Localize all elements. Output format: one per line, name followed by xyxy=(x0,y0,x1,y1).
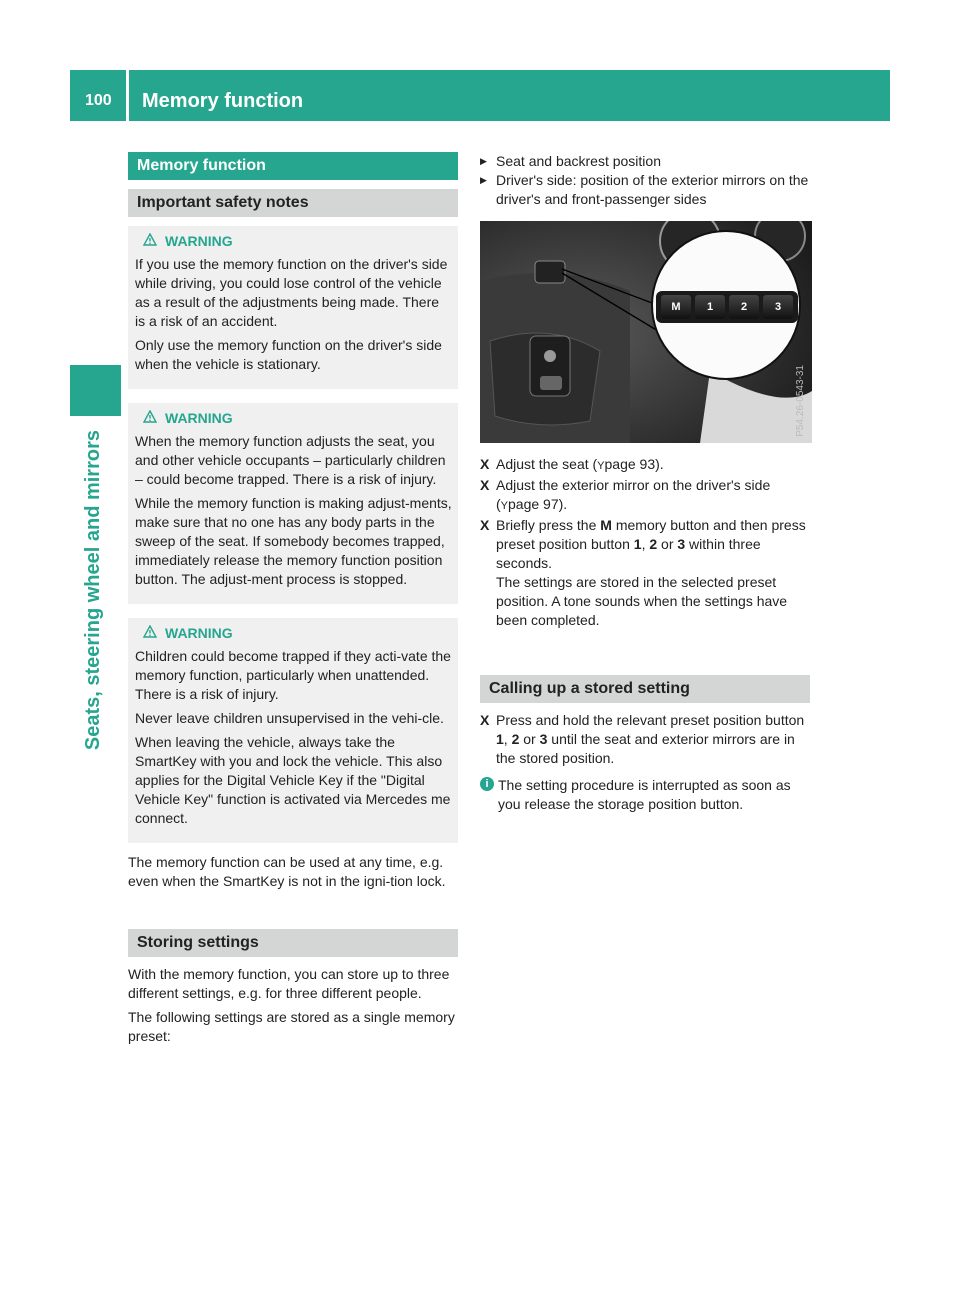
memory-button-photo xyxy=(480,221,812,443)
warning-label: WARNING xyxy=(165,625,233,641)
subsection-title: Important safety notes xyxy=(128,189,458,217)
warning-triangle-icon xyxy=(143,409,157,428)
warning-text: Never leave children unsupervised in the vehi-cle. xyxy=(135,710,444,726)
warning-label: WARNING xyxy=(165,410,233,426)
info-icon: i xyxy=(480,777,494,791)
header-divider xyxy=(126,70,129,121)
page-number: 100 xyxy=(85,92,112,109)
page-ref-icon: Y xyxy=(597,460,605,472)
step-item: X Press and hold the relevant preset position button 1, 2 or 3 until the seat and exterior mirrors are in the stored position. xyxy=(480,712,805,766)
left-column xyxy=(128,152,458,1046)
steps-list xyxy=(480,455,810,630)
stored-settings-list xyxy=(480,152,810,209)
step-arrow-icon: X xyxy=(480,477,490,493)
warning-box xyxy=(128,226,458,389)
warning-label: WARNING xyxy=(165,233,233,249)
step-arrow-icon: X xyxy=(480,712,490,728)
page-title: Memory function xyxy=(142,90,304,112)
callup-list xyxy=(480,711,810,768)
right-column xyxy=(480,152,810,814)
memory-3-button: 3 xyxy=(763,295,793,319)
warning-text: If you use the memory function on the driver's side while driving, you could lose control of the vehicle as a result of the adjustments being made. There is a risk of an accident. xyxy=(135,256,448,329)
list-item: ▶ Driver's side: position of the exterior mirrors on the driver's and front-passenger sides xyxy=(480,171,810,209)
image-code: P54.26-0543-31 xyxy=(795,365,806,437)
chapter-tab xyxy=(70,365,121,416)
section-heading-storing: Storing settings xyxy=(128,929,458,957)
section-title: Memory function xyxy=(128,152,458,180)
memory-1-button: 1 xyxy=(695,295,725,319)
memory-button-row xyxy=(661,295,793,319)
memory-2-button: 2 xyxy=(729,295,759,319)
step-arrow-icon: X xyxy=(480,456,490,472)
step-item: X Briefly press the M memory button and then press preset position button 1, 2 or 3 within three seconds. The settings are stored in the selected preset position. A tone sounds when the settings have been completed. xyxy=(480,517,806,628)
warning-text: Only use the memory function on the driver's side when the vehicle is stationary. xyxy=(135,337,442,372)
page-ref-link[interactable]: page 97 xyxy=(508,496,559,512)
section-heading-callup: Calling up a stored setting xyxy=(480,675,810,703)
info-note xyxy=(480,776,810,814)
body-paragraph: The following settings are stored as a single memory preset: xyxy=(128,1009,455,1044)
warning-text: Children could become trapped if they acti-vate the memory function, particularly when unattended. There is a risk of injury. xyxy=(135,648,451,702)
warning-text: While the memory function is making adjust-ments, make sure that no one has any body parts in the sweep of the seat. If somebody becomes trapped, immediately release the memory function position button. The adjust-ment process is stopped. xyxy=(135,495,452,587)
warning-header xyxy=(135,624,453,643)
warning-text: When leaving the vehicle, always take the SmartKey with you and lock the vehicle. This also applies for the Digital Vehicle Key if the "Digital Vehicle Key" function is activated via Mercedes me connect. xyxy=(135,734,451,826)
body-paragraph: The memory function can be used at any time, e.g. even when the SmartKey is not in the igni-tion lock. xyxy=(128,854,446,889)
list-item: ▶ Seat and backrest position xyxy=(480,152,810,171)
warning-header xyxy=(135,232,453,251)
memory-m-button: M xyxy=(661,295,691,319)
warning-header xyxy=(135,409,453,428)
warning-text: When the memory function adjusts the seat, you and other vehicle occupants – particularly children – could become trapped. There is a risk of injury. xyxy=(135,433,446,487)
page-ref-link[interactable]: page 93 xyxy=(604,456,656,472)
warning-box xyxy=(128,403,458,604)
door-panel-illustration xyxy=(480,221,812,443)
warning-triangle-icon xyxy=(143,232,157,251)
warning-triangle-icon xyxy=(143,624,157,643)
body-paragraph: With the memory function, you can store up to three different settings, e.g. for three different people. xyxy=(128,966,450,1001)
page-ref-icon: Y xyxy=(500,500,509,512)
step-item: X Adjust the exterior mirror on the driver's side (Ypage 97). xyxy=(480,477,771,512)
step-arrow-icon: X xyxy=(480,517,490,533)
warning-box xyxy=(128,618,458,843)
step-item: X Adjust the seat (Ypage 93). xyxy=(480,456,664,472)
step-result: The settings are stored in the selected preset position. A tone sounds when the settings have been completed. xyxy=(496,574,788,628)
chapter-label: Seats, steering wheel and mirrors xyxy=(82,430,104,751)
info-note-text: The setting procedure is interrupted as soon as you release the storage position button. xyxy=(498,777,791,812)
